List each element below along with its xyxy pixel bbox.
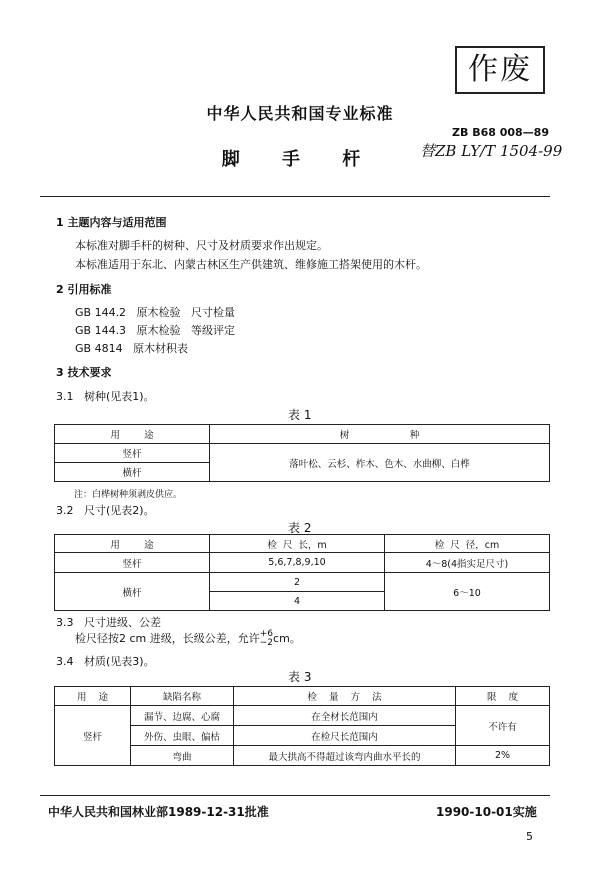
page-number: 5 <box>526 830 533 843</box>
section-3-3: 3.3 尺寸进级、公差 <box>56 616 161 629</box>
table-cell: 漏节、边腐、心腐 <box>131 706 234 726</box>
table-cell: 6～10 <box>385 573 550 611</box>
tolerance-text: 检尺径按2 cm 进级，长级公差，允许 <box>75 632 260 645</box>
effective-date: 1990-10-01实施 <box>436 805 537 819</box>
table-header-cell: 用 途 <box>55 425 210 444</box>
table-header-cell: 检 量 方 法 <box>234 687 456 706</box>
table-cell: 竖杆 <box>55 706 131 766</box>
table-1-caption: 表 1 <box>288 408 312 422</box>
table-header-cell: 用 途 <box>55 687 131 706</box>
section-3-4: 3.4 材质(见表3)。 <box>56 655 155 668</box>
table-1 <box>54 424 550 482</box>
section-3-2: 3.2 尺寸(见表2)。 <box>56 504 155 517</box>
table-header-cell: 限 度 <box>456 687 550 706</box>
table-cell: 横杆 <box>55 573 210 611</box>
void-stamp: 作废 <box>455 46 545 94</box>
tolerance-minus: −2 <box>259 638 274 648</box>
table-header-cell: 用 途 <box>55 535 210 553</box>
table-cell: 落叶松、云杉、柞木、色木、水曲柳、白桦 <box>210 444 550 482</box>
header-rule <box>40 196 550 197</box>
section-1-para-1: 本标准对脚手杆的树种、尺寸及材质要求作出规定。 <box>75 239 328 252</box>
reference-item: GB 4814 原木材积表 <box>75 342 189 355</box>
section-2-heading: 2 引用标准 <box>56 283 112 296</box>
section-3-1: 3.1 树种(见表1)。 <box>56 390 155 403</box>
table-cell: 2% <box>456 746 550 766</box>
table-cell: 竖杆 <box>55 444 210 463</box>
reference-item: GB 144.3 原木检验 等级评定 <box>75 324 236 337</box>
reference-item: GB 144.2 原木检验 尺寸检量 <box>75 306 236 319</box>
table-header-cell: 检 尺 长，m <box>210 535 385 553</box>
table-header-cell: 树 种 <box>210 425 550 444</box>
document-title: 脚 手 杆 <box>221 149 379 170</box>
table-cell: 4 <box>210 592 385 611</box>
table-1-note: 注：白桦树种须剥皮供应。 <box>74 490 183 500</box>
table-cell: 5,6,7,8,9,10 <box>210 553 385 573</box>
table-cell: 在全材长范围内 <box>234 706 456 726</box>
table-cell: 在检尺长范围内 <box>234 726 456 746</box>
table-2 <box>54 534 550 611</box>
table-cell: 2 <box>210 573 385 592</box>
section-1-para-2: 本标准适用于东北、内蒙古林区生产供建筑、维修施工搭架使用的木杆。 <box>75 258 427 271</box>
table-3 <box>54 686 550 766</box>
table-cell: 弯曲 <box>131 746 234 766</box>
table-header-cell: 检 尺 径，cm <box>385 535 550 553</box>
section-1-heading: 1 主题内容与适用范围 <box>56 216 167 229</box>
tolerance-line <box>75 630 301 648</box>
table-cell: 外伤、虫眼、偏枯 <box>131 726 234 746</box>
org-title: 中华人民共和国专业标准 <box>206 104 394 123</box>
table-header-cell: 缺陷名称 <box>131 687 234 706</box>
standard-code: ZB B68 008—89 <box>452 126 549 139</box>
table-cell: 不许有 <box>456 706 550 746</box>
table-cell: 横杆 <box>55 463 210 482</box>
table-3-caption: 表 3 <box>288 670 312 684</box>
table-cell: 4～8(4指实足尺寸) <box>385 553 550 573</box>
approval-text: 中华人民共和国林业部1989-12-31批准 <box>48 805 269 819</box>
footer-rule <box>40 795 550 796</box>
tolerance-unit: cm。 <box>273 632 301 645</box>
table-2-caption: 表 2 <box>288 521 312 535</box>
handwritten-note: 替ZB LY/T 1504-99 <box>420 142 563 160</box>
table-cell: 最大拱高不得超过该弯内曲水平长的 <box>234 746 456 766</box>
tolerance-plus: +6 <box>259 629 274 639</box>
table-cell: 竖杆 <box>55 553 210 573</box>
tolerance-fraction <box>260 630 273 648</box>
section-3-heading: 3 技术要求 <box>56 366 112 379</box>
